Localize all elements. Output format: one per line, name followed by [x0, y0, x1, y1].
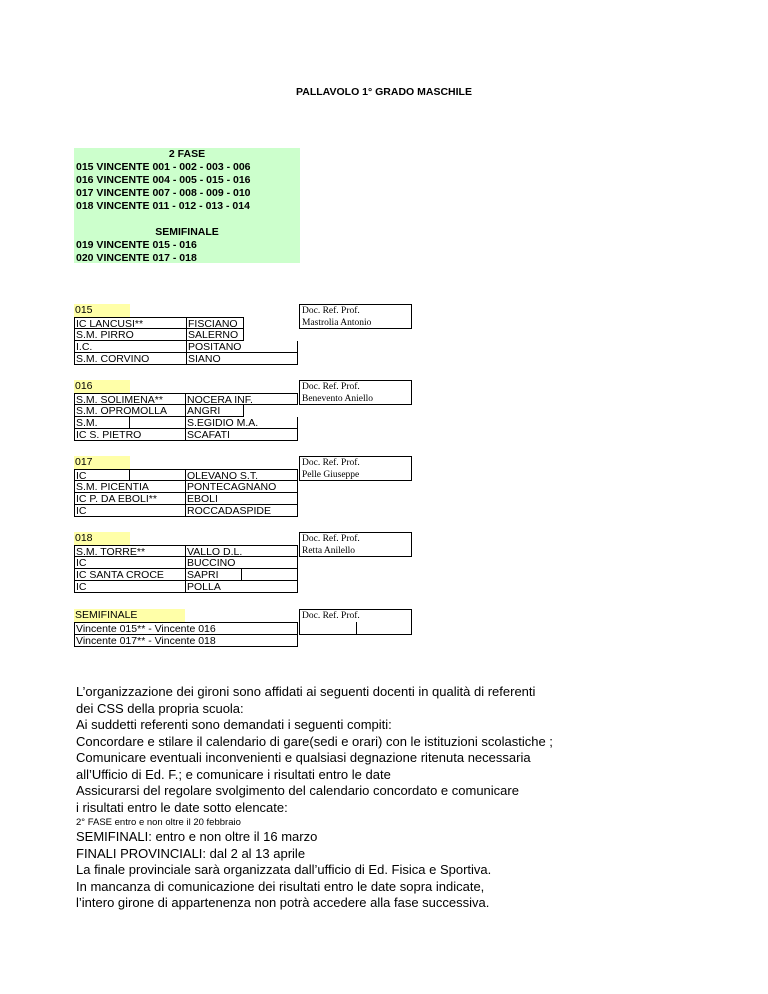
- referent-box: [299, 532, 412, 557]
- school-cell: S.M. CORVINO: [74, 353, 186, 365]
- city-cell: NOCERA INF.: [186, 393, 298, 405]
- school-cell: S.M. TORRE**: [74, 545, 186, 557]
- phase-schedule-box: [74, 148, 300, 263]
- city-cell: EBOLI: [186, 493, 298, 505]
- group-code: 015: [74, 304, 130, 317]
- semifinal-code: SEMIFINALE: [74, 609, 185, 622]
- group-code: 018: [74, 532, 130, 545]
- group-code: 016: [74, 380, 130, 393]
- table-row: Vincente 017** - Vincente 018: [74, 634, 298, 647]
- city-cell: PONTECAGNANO: [186, 481, 298, 493]
- school-cell: IC: [74, 557, 186, 569]
- phase2-line: 016 VINCENTE 004 - 005 - 015 - 016: [76, 174, 251, 186]
- text-line: Assicurarsi del regolare svolgimento del calendario concordato e comunicare: [76, 783, 519, 798]
- phase2-heading: 2 FASE: [168, 148, 206, 160]
- city-cell: POSITANO: [186, 341, 298, 353]
- city-cell: FISCIANO: [186, 317, 244, 329]
- city-cell: SAPRI: [186, 569, 242, 581]
- school-cell: S.M. SOLIMENA**: [74, 393, 186, 405]
- group-code: 017: [74, 456, 130, 469]
- text-line: l’intero girone di appartenenza non potrà accedere alla fase successiva.: [76, 895, 490, 910]
- text-line: i risultati entro le date sotto elencate:: [76, 799, 288, 815]
- school-cell: IC: [74, 505, 186, 517]
- text-line: In mancanza di comunicazione dei risultati entro le date sopra indicate,: [76, 878, 485, 894]
- text-line: Comunicare eventuali inconvenienti e qualsiasi degnazione ritenuta necessaria: [76, 750, 531, 765]
- city-cell: SALERNO: [186, 329, 244, 341]
- deadline-note: 2° FASE entro e non oltre il 20 febbraio: [76, 817, 241, 828]
- empty-cell: [356, 622, 412, 635]
- text-line: FINALI PROVINCIALI: dal 2 al 13 aprile: [76, 845, 306, 861]
- referent-label: Doc. Ref. Prof.: [302, 382, 360, 392]
- referent-label: Doc. Ref. Prof.: [302, 611, 360, 621]
- empty-cell: [130, 417, 186, 429]
- city-cell: VALLO D.L.: [186, 545, 298, 557]
- table-row: Vincente 015** - Vincente 016: [74, 622, 298, 635]
- school-cell: S.M.: [74, 417, 130, 429]
- city-cell: ANGRI: [186, 405, 244, 417]
- phase2-line: 017 VINCENTE 007 - 008 - 009 - 010: [76, 187, 251, 199]
- empty-cell: [242, 569, 298, 581]
- school-cell: S.M. PICENTIA: [74, 481, 186, 493]
- text-line: Ai suddetti referenti sono demandati i seguenti compiti:: [76, 717, 392, 732]
- school-cell: IC: [74, 581, 186, 593]
- semifinal-line: 020 VINCENTE 017 - 018: [76, 252, 197, 264]
- text-line: Concordare e stilare il calendario di gare(sedi e orari) con le istituzioni scolastiche ;: [76, 733, 553, 749]
- school-cell: I.C.: [74, 341, 186, 353]
- city-cell: BUCCINO: [186, 557, 298, 569]
- empty-cell: [130, 469, 186, 481]
- city-cell: SCAFATI: [186, 429, 298, 441]
- instructions-text: [76, 684, 766, 912]
- referent-label: Doc. Ref. Prof.: [302, 534, 360, 544]
- school-cell: IC LANCUSI**: [74, 317, 186, 329]
- text-line: dei CSS della propria scuola:: [76, 700, 244, 716]
- city-cell: OLEVANO S.T.: [186, 469, 298, 481]
- school-cell: IC S. PIETRO: [74, 429, 186, 441]
- school-cell: S.M. PIRRO: [74, 329, 186, 341]
- text-line: all’Ufficio di Ed. F.; e comunicare i risultati entro le date: [76, 766, 391, 782]
- city-cell: POLLA: [186, 581, 298, 593]
- referent-name: Benevento Aniello: [302, 394, 373, 404]
- school-cell: IC P. DA EBOLI**: [74, 493, 186, 505]
- school-cell: IC SANTA CROCE: [74, 569, 186, 581]
- semifinal-line: 019 VINCENTE 015 - 016: [76, 239, 197, 251]
- text-line: SEMIFINALI: entro e non oltre il 16 marzo: [76, 829, 318, 844]
- referent-name: Mastrolia Antonio: [302, 318, 372, 328]
- referent-name: Retta Anilello: [302, 546, 356, 556]
- page-title: PALLAVOLO 1° GRADO MASCHILE: [296, 86, 472, 98]
- city-cell: S.EGIDIO M.A.: [186, 417, 298, 429]
- referent-label: Doc. Ref. Prof.: [302, 458, 360, 468]
- referent-box: [299, 304, 412, 329]
- referent-label: Doc. Ref. Prof.: [302, 306, 360, 316]
- referent-name: Pelle Giuseppe: [302, 470, 360, 480]
- referent-box: [299, 380, 412, 405]
- phase2-line: 015 VINCENTE 001 - 002 - 003 - 006: [76, 161, 251, 173]
- phase2-line: 018 VINCENTE 011 - 012 - 013 - 014: [76, 200, 250, 212]
- school-cell: IC: [74, 469, 130, 481]
- semifinal-heading: SEMIFINALE: [155, 226, 219, 238]
- city-cell: ROCCADASPIDE: [186, 505, 298, 517]
- school-cell: S.M. OPROMOLLA: [74, 405, 186, 417]
- referent-box: [299, 456, 412, 481]
- city-cell: SIANO: [186, 353, 298, 365]
- text-line: La finale provinciale sarà organizzata dall’ufficio di Ed. Fisica e Sportiva.: [76, 862, 492, 877]
- text-line: L’organizzazione dei gironi sono affidati ai seguenti docenti in qualità di referenti: [76, 684, 536, 699]
